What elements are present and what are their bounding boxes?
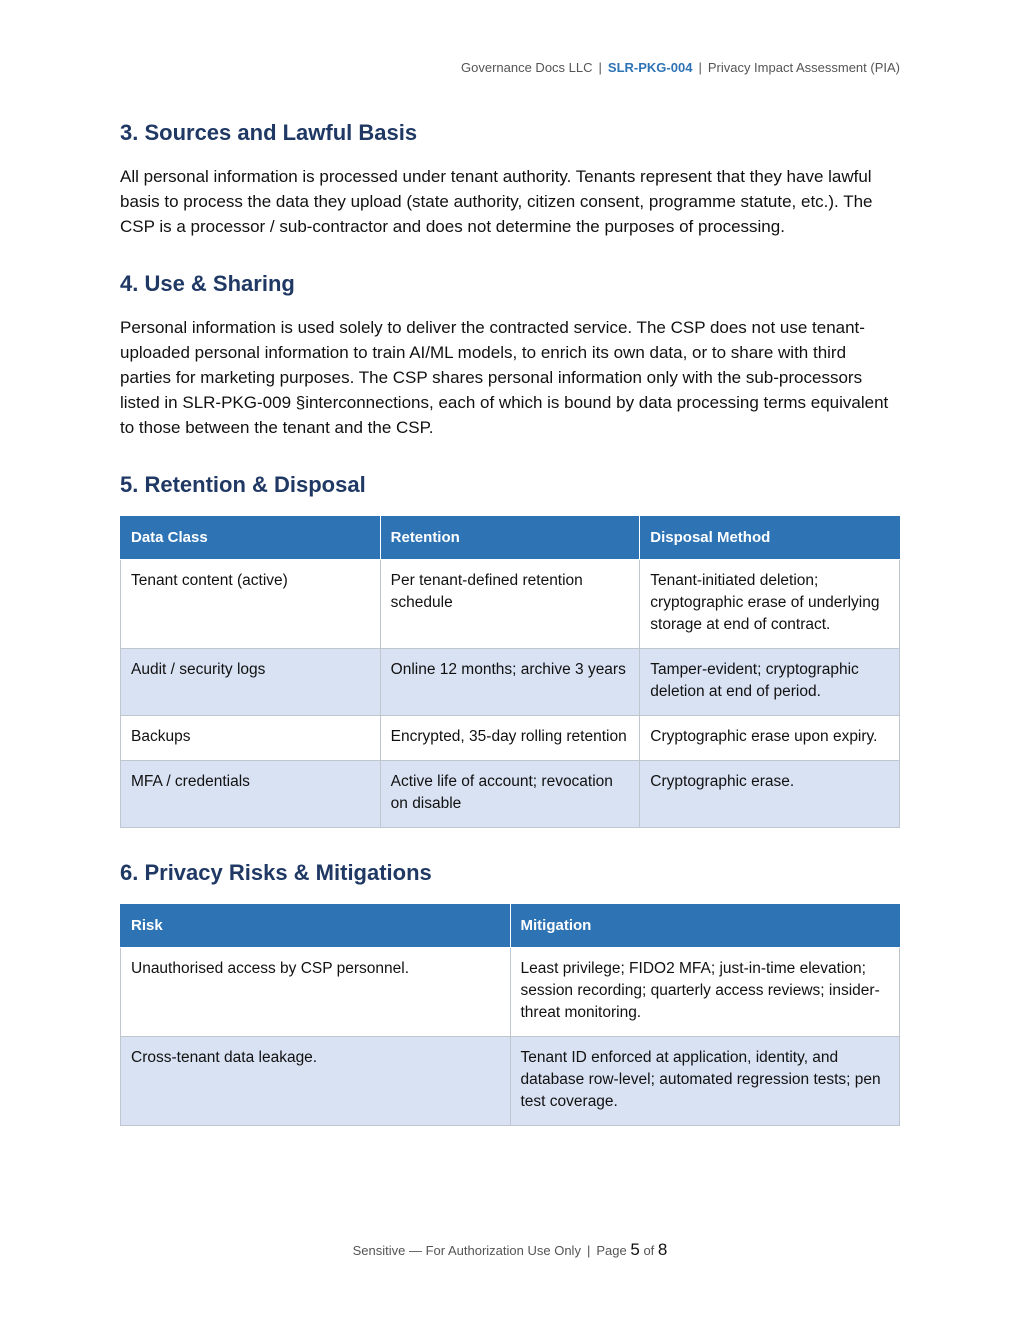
- table-cell: Tamper-evident; cryptographic deletion at end of period.: [640, 649, 900, 716]
- section-3-heading: 3. Sources and Lawful Basis: [120, 120, 418, 145]
- document-code: SLR-PKG-004: [607, 60, 693, 75]
- table-cell: Least privilege; FIDO2 MFA; just-in-time elevation; session recording; quarterly access reviews; insider-threat monitoring.: [510, 948, 900, 1037]
- table-cell: Active life of account; revocation on disable: [380, 761, 640, 828]
- page-total: 8: [657, 1240, 668, 1259]
- table-row: [121, 761, 900, 828]
- table-cell: Tenant content (active): [121, 560, 381, 649]
- table-cell: Tenant-initiated deletion; cryptographic erase of underlying storage at end of contract.: [640, 560, 900, 649]
- header-separator: |: [598, 60, 602, 75]
- table-cell: Tenant ID enforced at application, identity, and database row-level; automated regression tests; pen test coverage.: [510, 1037, 900, 1126]
- page-content: [120, 118, 900, 1156]
- table-cell: Cryptographic erase upon expiry.: [640, 716, 900, 761]
- page-header: [461, 60, 900, 75]
- table-cell: Cross-tenant data leakage.: [121, 1037, 511, 1126]
- table-row: [121, 560, 900, 649]
- header-separator: |: [698, 60, 702, 75]
- company-name: Governance Docs LLC: [461, 60, 593, 75]
- table-cell: Encrypted, 35-day rolling retention: [380, 716, 640, 761]
- column-header: Data Class: [121, 517, 381, 560]
- table-cell: Per tenant-defined retention schedule: [380, 560, 640, 649]
- table-row: [121, 1037, 900, 1126]
- table-row: [121, 716, 900, 761]
- column-header: Risk: [121, 905, 511, 948]
- table-header-row: [121, 905, 900, 948]
- column-header: Retention: [380, 517, 640, 560]
- column-header: Mitigation: [510, 905, 900, 948]
- table-row: [121, 948, 900, 1037]
- document-title: Privacy Impact Assessment (PIA): [707, 60, 900, 75]
- section-5-heading: 5. Retention & Disposal: [120, 472, 366, 497]
- retention-table: [120, 516, 900, 828]
- risks-table: [120, 904, 900, 1126]
- table-cell: Backups: [121, 716, 381, 761]
- section-4-heading: 4. Use & Sharing: [120, 271, 295, 296]
- footer-separator: |: [586, 1243, 591, 1258]
- table-cell: Cryptographic erase.: [640, 761, 900, 828]
- page-footer: [0, 1240, 1020, 1260]
- table-cell: Online 12 months; archive 3 years: [380, 649, 640, 716]
- table-row: [121, 649, 900, 716]
- page-label: Page: [596, 1243, 627, 1258]
- table-cell: Audit / security logs: [121, 649, 381, 716]
- table-cell: MFA / credentials: [121, 761, 381, 828]
- column-header: Disposal Method: [640, 517, 900, 560]
- table-cell: Unauthorised access by CSP personnel.: [121, 948, 511, 1037]
- table-header-row: [121, 517, 900, 560]
- section-6-heading: 6. Privacy Risks & Mitigations: [120, 860, 432, 885]
- section-4-body: Personal information is used solely to deliver the contracted service. The CSP does not use tenant-uploaded personal information to train AI/ML models, to enrich its own data, or to share with third parties for marketing purposes. The CSP shares personal information only with the sub-processors listed in SLR-PKG-009 §interconnections, each of which is bound by data processing terms equivalent to those between the tenant and the CSP.: [120, 318, 889, 437]
- page-number: 5: [630, 1240, 640, 1259]
- section-3-body: All personal information is processed under tenant authority. Tenants represent that they have lawful basis to process the data they upload (state authority, citizen consent, programme statute, etc.). The CSP is a processor / sub-contractor and does not determine the purposes of processing.: [120, 167, 873, 236]
- of-label: of: [643, 1243, 655, 1258]
- classification-label: Sensitive — For Authorization Use Only: [352, 1243, 581, 1258]
